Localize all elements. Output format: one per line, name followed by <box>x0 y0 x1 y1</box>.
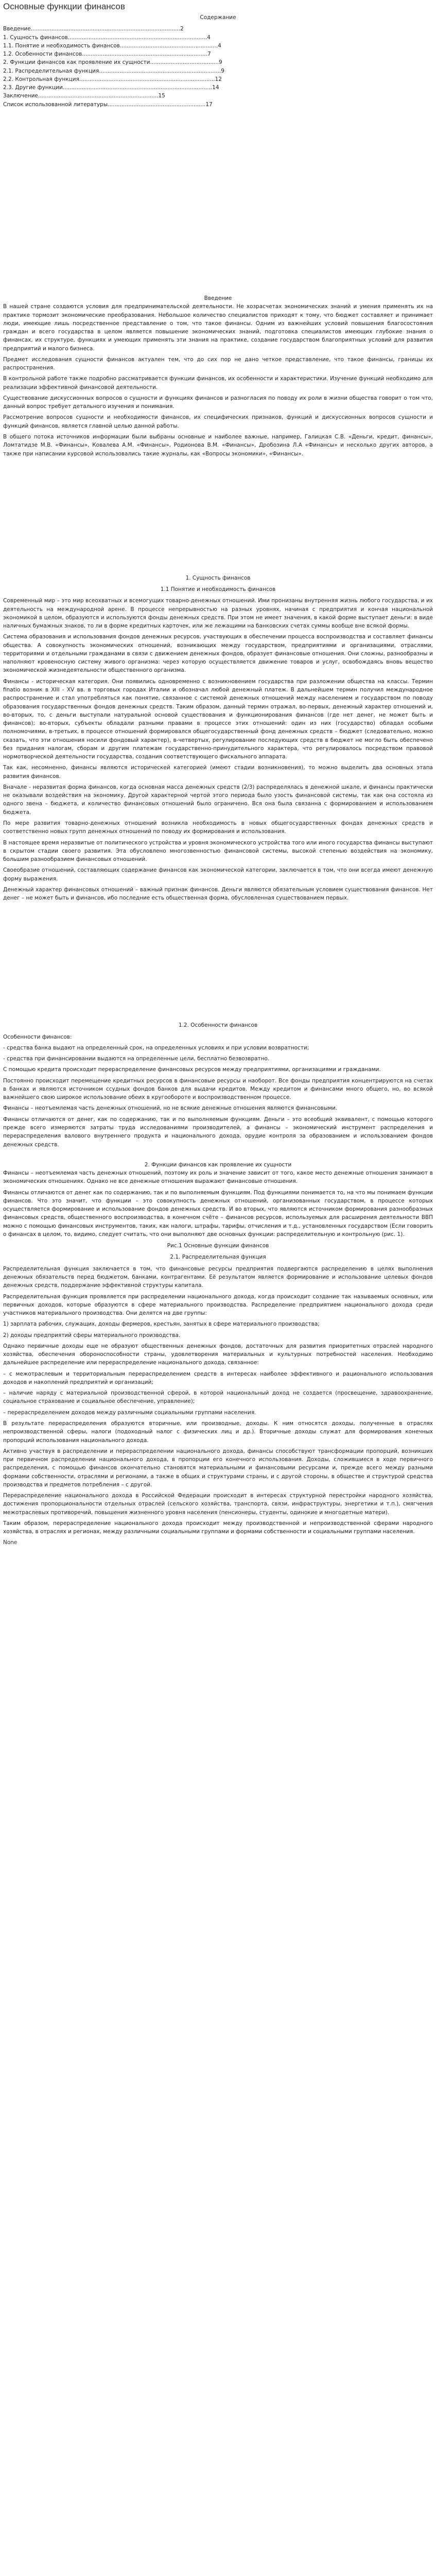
list-item: – с межотраслевым и территориальным перераспределением средств в интересах наиболее эффективного и рационального использования доходов и накоплений предприятий и организаций; <box>3 1370 433 1385</box>
paragraph: Финансы - историческая категория. Они появились одновременно с возникновением государства при разложении общества на классы. Термин finatio возник в XIII - XV вв. в торговых городах Италии и обозначал любой денежный платеж. В дальнейшем термин получил международное распространение и стал употребляться как понятие, связанное с системой денежных отношений между населением и государством по поводу образования государственных фондов денежных средств. Таким образом, данный термин отражал, во-первых, денежный характер отношений и, во-вторых, то, с деньги выступали натуральной основой существования и функционирования финансов (где нет денег, не может быть и финансов); во-вторых, субъекты обладали разными правами в процессе этих отношений: один из них (государство) обладал особыми полномочиями, в-третьих, в процессе отношений формировался общегосударственный фонд денежных средств – бюджет (следовательно, можно сказать, что эти отношения носили фондовый характер), в-четвертых, регулирование последующих средств в бюджет не могло быть обеспечено без придания налогам, сборам и другим платежам государственно-принудительного характера, что регулировалось посредством правовой нормотворческой деятельности государства, создания соответствующего фискального аппарата. <box>3 678 433 760</box>
section-heading: 2. Функции финансов как проявление их сущности <box>144 1161 292 1168</box>
footer-text: None <box>3 1539 18 1546</box>
paragraph: С помощью кредита происходит перераспределение финансовых ресурсов между предприятиями, организациями и гражданами. <box>3 1066 381 1073</box>
section-essence-of-finance <box>3 574 433 1149</box>
paragraph: - средства банка выдают на определенный срок, на определенных условиях и при условии возвратности; <box>3 1044 309 1051</box>
paragraph: Перераспределение национального дохода в Российской Федерации происходит в интересах структурной перестройки народного хозяйства, достижения пропорциональности отдельных отраслей (сельского хозяйства, транспорта, связи, инфраструктуры, энергетики и т.п.), смягчения межотраслевых противоречий, повышения жизненного уровня населения (пенсионеры, студенты, одинокие и многодетные матери). <box>3 1493 433 1516</box>
paragraph: В нашей стране создаются условия для предпринимательской деятельности. Не хозрасчетах экономических знаний и умения применять их на практике тормозит экономические преобразования. Небольшое количество специалистов приходят к тому, что бюджет составляет и принимает люди, имеющие лишь посредственное представление о том, что такое финансы. Одним из важнейших условий повышения благосостояния граждан и всего государства в целом является повышение экономических знаний, подготовка специалистов имеющих глубокие знания о финансах, их структуре, функциях и умеющих применять эти знания на практике, создание государством благоприятных условий для развития предприятий и малого бизнеса. <box>3 303 433 352</box>
document-page <box>0 1 436 1547</box>
section-heading: Введение <box>204 295 232 302</box>
paragraph: Денежный характер финансовых отношений – важный признак финансов. Деньги являются обязательным условием существования финансов. Нет денег – не может быть и финансов, ибо последние есть общественная форма, обусловленная существованием первых. <box>3 886 433 902</box>
toc-line: Заключение......................................................................15 <box>3 93 165 99</box>
paragraph: Своеобразие отношений, составляющих содержание финансов как экономической категории, заключается в том, что они всегда имеют денежную форму выражения. <box>3 867 433 882</box>
toc-line: Введение.......................................................................................2 <box>3 26 184 32</box>
paragraph: Постоянно происходит перемещение кредитных ресурсов в финансовые ресурсы и наоборот. Все фонды предприятия концентрируются на счетах в банках и являются источником ссудных фондов банков для выдачи кредитов. Между кредитом и финансами много общего, но, во всякой важнейшего свою широкое использование обеих в кругообороте и воспроизводственном процессе. <box>3 1077 433 1101</box>
toc-line: 1. Сущность финансов.................................................................................4 <box>3 34 211 41</box>
paragraph: Распределительная функция заключается в том, что финансовые ресурсы предприятия подвергаются распределению в целях выполнения денежных обязательств перед бюджетом, банками, контрагентами. Её результатом является формирование и использование целевых фондов денежных средств, поддержание эффективной структуры капитала. <box>3 1265 433 1289</box>
introduction-section <box>3 294 433 458</box>
list-item: – перераспределением доходов между различными социальными группами населения. <box>3 1409 256 1416</box>
list-item: – наличие наряду с материальной производственной сферой, в которой национальный доход не создается (просвещение, здравоохранение, социальное страхование и социальное обеспечение, управление); <box>3 1390 433 1405</box>
paragraph: Существование дискуссионных вопросов о сущности и функциях финансов и разногласия по поводу их роли в жизни общества говорит о том что, данный вопрос требует детального изучения и понимания. <box>3 395 433 410</box>
subsection-heading: 1.1 Понятие и необходимость финансов <box>160 586 276 593</box>
toc-line: 2. Функции финансов как проявление их сущности........................................9 <box>3 59 222 66</box>
paragraph: Так как, несомненно, финансы являются историческей категорией (имеют стадии возникновения), то можно выделить два основных этапа развития финансов. <box>3 765 433 779</box>
toc-line: Список использованной литературы.........................................................17 <box>3 101 213 108</box>
paragraph: Система образования и использования фондов денежных ресурсов, участвующих в обеспечении процесса воспроизводства и составляет финансы общества. А совокупность экономических отношений, возникающих между государством, предприятиями и организациями, отраслями, территориями и отдельными гражданами в связи с движением денежных фондов, образует финансовые отношения. Они сложны, разнообразны и наполняют кровеносную систему живого организма: через которую осуществляется движение товаров и услуг, освобождаясь вновь вещество экономической жизнедеятельности общественного организма. <box>3 634 433 674</box>
paragraph: Финансы отличаются от денег, как по содержанию, так и по выполняемым функциям. Деньги – это всеобщий эквивалент, с помощью которого прежде всего измеряются затраты труда исследованиями производителей, а финансы – экономический инструмент распределения и перераспределения валового внутреннего продукта и национального дохода, орудие контроля за образованием и использованием фондов денежных средств. <box>3 1116 433 1148</box>
paragraph: В настоящее время неразвитые от политического устройства и уровня экономического устройства того или иного государства финансы выступают в скрытом стадии своего развития. Эта обусловлено многозвенностью финансовой системы, высокой степенью воздействия на экономику, большим разнообразием финансовых отношений. <box>3 839 433 863</box>
paragraph: В результате перераспределения образуются вторичные, или производные, доходы. К ним относятся доходы, полученные в отраслях непроизводственной сферы, налоги (подоходный налог с физических лиц и др.). Вторичные доходы служат для формирования конечных пропорций использования национального дохода. <box>3 1420 433 1444</box>
toc-line: 2.2. Контрольная функция...............................................................................12 <box>3 76 222 82</box>
toc-line: 1.1. Понятие и необходимость финансов.........................................................4 <box>3 42 221 49</box>
paragraph: - средства при финансировании выдаются на определенные цели, бесплатно безвозвратно. <box>3 1056 270 1062</box>
subsection-heading: 2.1. Распределительная функция <box>170 1254 266 1261</box>
section-functions-of-finance <box>3 1161 433 1536</box>
list-item: 1) зарплата рабочих, служащих, доходы фермеров, крестьян, занятых в сфере материального производства; <box>3 1321 320 1328</box>
toc-line: 2.3. Другие функции.......................................................................................14 <box>3 84 219 91</box>
paragraph: Распределительная функция проявляется при распределении национального дохода, когда происходит создание так называемых основных, или первичных доходов, которые образуются в сфере материального производства. Распределение предприятием национального дохода среди участников материального производства. Они делятся на две группы: <box>3 1293 433 1317</box>
paragraph: Финансы – неотъемлемая часть денежных отношений, поэтому их роль и значение зависит от того, какое место денежные отношения занимают в экономических отношениях. Однако не все денежные отношения выражают финансовые отношения. <box>3 1170 433 1185</box>
toc-heading: Содержание <box>200 14 236 21</box>
paragraph: Активно участвуя в распределении и перераспределении национального дохода, финансы способствуют трансформации пропорций, возникших при первичном распределении национального дохода, в пропорции его конечного использования. Доходы, сложившиеся в ходе первичного распределения, с помощью финансов окончательно становятся материальными и финансовыми ресурсами и, прежде всего между разными формами собственности, отраслями и регионами, а также в общих и структурами страны, и с другой стороны, в обществе и структурой средства производства и предметов потребления – с другой. <box>3 1448 433 1488</box>
paragraph: Особенности финансов: <box>3 1033 72 1040</box>
paragraph: Современный мир – это мир всеохватных и всемогущих товарно-денежных отношений. Ими пронизаны внутренняя жизнь любого государства, и их деятельность на международной арене. В процессе непрерывностью на разных уровнях, начиная с предприятия и кончая национальной экономикой в целом, образуются и используются фонды денежных средств. При этом не имеет значения, в какой форме выступает деньги: в виде наличных бумажных знаков, то ли в форме кредитных карточек, или же лежащими на банковских счетах суммы вообще вне всякой формы. <box>3 598 433 630</box>
paragraph: В контрольной работе также подробно рассматривается функции финансов, их особенности и характеристики. Изучение функций необходимо для реализации эффективной финансовой деятельности. <box>3 376 433 391</box>
list-item: 2) доходы предприятий сферы материального производства. <box>3 1332 181 1338</box>
paragraph: Финансы отличаются от денег как по содержанию, так и по выполняемым функциям. Под функциями понимается то, на что мы понимаем функции финансов. Что это значит, что функции – это совокупность денежных отношений, организованных государством, в процессе которых осуществляется формирование и использование фондов денежных средств. И во вторых, что являются источником формирования разнообразных финансовых средств, общественного воспроизводства, в конечном счёте – финансов ресурсов, используемых для расширения деятельности ВВП можно с помощью финансовых инструментов, таких, как налоги, штрафы, тарифы, отчисления и т.д., установленных государством (Если говорить о финансах в целом, то, видимо, следует считать, что они выполняют две основных функции: распределительную и контрольную (рис. 1). <box>3 1189 433 1238</box>
paragraph: Вначале - неразвитая форма финансов, когда основная масса денежных средств (2/3) распределялась в денежной шкале, и финансы практически не оказывали воздействия на экономику. Другой характерной чертой этого периода было узость финансовой системы, так как она состояла из одного звена – бюджета, и количество финансовых отношений было ограничено. Вся она была связанна с формированием и использованием бюджета. <box>3 784 433 816</box>
document-title: Основные функции финансов <box>3 2 125 11</box>
toc-line: 1.2. Особенности финансов.........................................................................7 <box>3 51 211 58</box>
paragraph: По мере развития товарно-денежных отношений возникла необходимость в новых общегосударственных фондах денежных средств и соответственно новых групп денежных отношений по поводу их формирования и использования. <box>3 820 433 835</box>
figure-caption: Рис.1 Основные функции финансов <box>167 1243 269 1249</box>
subsection-heading: 1.2. Особенности финансов <box>178 1022 258 1029</box>
paragraph: Финансы – неотъемлемая часть денежных отношений, но не всякие денежные отношения являются финансовыми. <box>3 1105 338 1112</box>
paragraph: Рассмотрение вопросов сущности и необходимости финансов, их специфических признаков, функций и дискуссионных вопросов сущности и функций финансов, является главной целью данной работы. <box>3 414 433 429</box>
paragraph: В общего потока источников информации были выбраны основные и наиболее важные, например, Галицкая С.В. «Деньги, кредит, финансы», Ломтатидзе М.В. «Финансы», Ковалева А.М. «Финансы», Родионова В.М. «Финансы», Дробозина Л.А «Финансы» и несколько других авторов, а также при написании курсовой использовались такие журналы, как «Вопросы экономики», «Финансы». <box>3 434 433 457</box>
section-heading: 1. Сущность финансов <box>185 574 251 581</box>
table-of-contents <box>3 13 433 109</box>
paragraph: Предмет исследования сущности финансов актуален тем, что до сих пор не дано четкое представление, что такое финансы, границы их распространения. <box>3 356 433 371</box>
paragraph: Таким образом, перераспределение национального дохода происходит между производственной и непроизводственной сферами народного хозяйства, в отраслях и регионах, между различными социальными группами и формами собственности и социальными группами населения. <box>3 1520 433 1535</box>
paragraph: Однако первичные доходы еще не образуют общественных денежных фондов, достаточных для развития приоритетных отраслей народного хозяйства, обеспечения обороноспособности страны, удовлетворения материальных и культурных потребностей населения. Необходимо дальнейшее распределение или перераспределение национального дохода, связанное: <box>3 1343 433 1366</box>
toc-line: 2.1. Распределительная функция.......................................................................9 <box>3 67 224 74</box>
